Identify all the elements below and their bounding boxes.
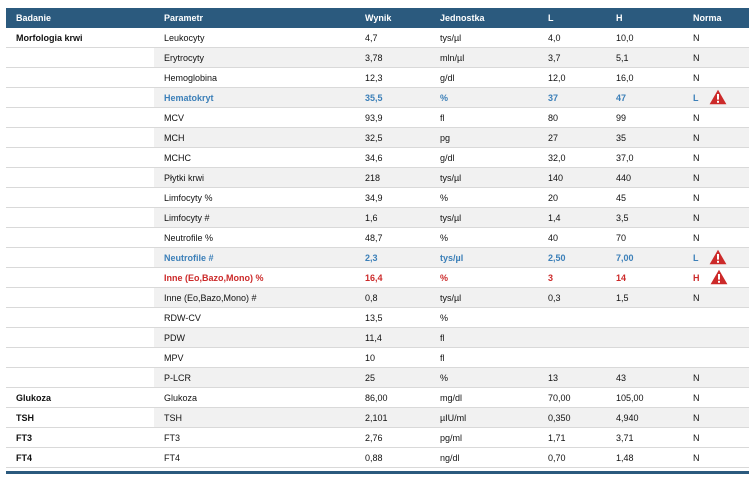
cell-norm-flag: N bbox=[683, 288, 749, 308]
cell-high-limit: 3,71 bbox=[606, 428, 683, 448]
cell-parameter: PDW bbox=[154, 328, 355, 348]
cell-unit: % bbox=[430, 188, 538, 208]
warning-icon bbox=[710, 269, 728, 287]
cell-result: 16,4 bbox=[355, 268, 430, 288]
cell-parameter: Neutrofile # bbox=[154, 248, 355, 268]
cell-test bbox=[6, 208, 154, 228]
cell-parameter: Inne (Eo,Bazo,Mono) % bbox=[154, 268, 355, 288]
cell-high-limit: 4,940 bbox=[606, 408, 683, 428]
cell-result: 2,101 bbox=[355, 408, 430, 428]
cell-result: 1,6 bbox=[355, 208, 430, 228]
cell-test bbox=[6, 68, 154, 88]
cell-low-limit bbox=[538, 348, 606, 368]
cell-parameter: Hemoglobina bbox=[154, 68, 355, 88]
cell-unit: % bbox=[430, 368, 538, 388]
cell-parameter: MCV bbox=[154, 108, 355, 128]
cell-parameter: Płytki krwi bbox=[154, 168, 355, 188]
cell-low-limit: 40 bbox=[538, 228, 606, 248]
cell-low-limit: 0,70 bbox=[538, 448, 606, 468]
cell-high-limit: 47 bbox=[606, 88, 683, 108]
cell-low-limit: 140 bbox=[538, 168, 606, 188]
cell-norm-flag: N bbox=[683, 368, 749, 388]
cell-result: 48,7 bbox=[355, 228, 430, 248]
cell-norm-flag: N bbox=[683, 408, 749, 428]
cell-unit: tys/µl bbox=[430, 208, 538, 228]
cell-test bbox=[6, 348, 154, 368]
cell-result: 34,9 bbox=[355, 188, 430, 208]
cell-test: FT4 bbox=[6, 448, 154, 468]
cell-test bbox=[6, 168, 154, 188]
cell-unit: % bbox=[430, 268, 538, 288]
cell-parameter: Leukocyty bbox=[154, 28, 355, 48]
table-header-row bbox=[6, 8, 749, 28]
cell-high-limit: 43 bbox=[606, 368, 683, 388]
cell-low-limit: 27 bbox=[538, 128, 606, 148]
cell-result: 0,88 bbox=[355, 448, 430, 468]
cell-norm-flag: N bbox=[683, 188, 749, 208]
cell-low-limit bbox=[538, 328, 606, 348]
cell-test bbox=[6, 88, 154, 108]
cell-unit: fl bbox=[430, 328, 538, 348]
table-row bbox=[6, 208, 749, 228]
cell-parameter: Glukoza bbox=[154, 388, 355, 408]
cell-norm-flag: N bbox=[683, 48, 749, 68]
cell-parameter: TSH bbox=[154, 408, 355, 428]
cell-result: 2,3 bbox=[355, 248, 430, 268]
cell-unit: % bbox=[430, 308, 538, 328]
cell-high-limit: 1,5 bbox=[606, 288, 683, 308]
cell-high-limit: 7,00 bbox=[606, 248, 683, 268]
cell-parameter: RDW-CV bbox=[154, 308, 355, 328]
cell-low-limit: 12,0 bbox=[538, 68, 606, 88]
norm-flag-text: L bbox=[693, 252, 699, 263]
cell-low-limit: 2,50 bbox=[538, 248, 606, 268]
results-table-container bbox=[6, 8, 749, 468]
cell-low-limit: 0,3 bbox=[538, 288, 606, 308]
table-row bbox=[6, 428, 749, 448]
cell-low-limit: 4,0 bbox=[538, 28, 606, 48]
cell-high-limit bbox=[606, 308, 683, 328]
table-row bbox=[6, 228, 749, 248]
table-bottom-rule bbox=[6, 471, 749, 474]
cell-test bbox=[6, 128, 154, 148]
cell-high-limit: 5,1 bbox=[606, 48, 683, 68]
cell-low-limit: 1,71 bbox=[538, 428, 606, 448]
cell-unit: pg bbox=[430, 128, 538, 148]
cell-unit: % bbox=[430, 88, 538, 108]
cell-norm-flag bbox=[683, 308, 749, 328]
cell-unit: % bbox=[430, 228, 538, 248]
cell-test bbox=[6, 188, 154, 208]
table-row bbox=[6, 108, 749, 128]
cell-high-limit: 70 bbox=[606, 228, 683, 248]
table-row bbox=[6, 88, 749, 108]
cell-unit: tys/µl bbox=[430, 248, 538, 268]
cell-low-limit: 13 bbox=[538, 368, 606, 388]
col-header-h[interactable]: H bbox=[606, 8, 683, 28]
cell-norm-flag: N bbox=[683, 148, 749, 168]
table-row bbox=[6, 368, 749, 388]
cell-high-limit: 1,48 bbox=[606, 448, 683, 468]
cell-result: 86,00 bbox=[355, 388, 430, 408]
cell-result: 93,9 bbox=[355, 108, 430, 128]
cell-high-limit: 14 bbox=[606, 268, 683, 288]
cell-result: 35,5 bbox=[355, 88, 430, 108]
cell-low-limit: 3,7 bbox=[538, 48, 606, 68]
cell-norm-flag: N bbox=[683, 428, 749, 448]
cell-high-limit: 3,5 bbox=[606, 208, 683, 228]
cell-low-limit bbox=[538, 308, 606, 328]
cell-parameter: Hematokryt bbox=[154, 88, 355, 108]
col-header-l[interactable]: L bbox=[538, 8, 606, 28]
cell-low-limit: 80 bbox=[538, 108, 606, 128]
cell-norm-flag bbox=[683, 268, 749, 288]
cell-result: 4,7 bbox=[355, 28, 430, 48]
cell-low-limit: 32,0 bbox=[538, 148, 606, 168]
cell-parameter: Inne (Eo,Bazo,Mono) # bbox=[154, 288, 355, 308]
cell-parameter: MCH bbox=[154, 128, 355, 148]
cell-norm-flag: N bbox=[683, 228, 749, 248]
cell-high-limit: 16,0 bbox=[606, 68, 683, 88]
table-row bbox=[6, 388, 749, 408]
col-header-wynik[interactable]: Wynik bbox=[355, 8, 430, 28]
table-row bbox=[6, 68, 749, 88]
norm-flag-text: H bbox=[693, 272, 700, 283]
cell-parameter: Neutrofile % bbox=[154, 228, 355, 248]
cell-low-limit: 37 bbox=[538, 88, 606, 108]
cell-result: 2,76 bbox=[355, 428, 430, 448]
cell-unit: g/dl bbox=[430, 148, 538, 168]
cell-unit: tys/µl bbox=[430, 168, 538, 188]
table-row bbox=[6, 328, 749, 348]
cell-result: 10 bbox=[355, 348, 430, 368]
cell-result: 12,3 bbox=[355, 68, 430, 88]
cell-parameter: Erytrocyty bbox=[154, 48, 355, 68]
table-row bbox=[6, 188, 749, 208]
cell-test: TSH bbox=[6, 408, 154, 428]
cell-test bbox=[6, 108, 154, 128]
cell-parameter: Limfocyty # bbox=[154, 208, 355, 228]
cell-norm-flag: N bbox=[683, 28, 749, 48]
cell-test bbox=[6, 48, 154, 68]
cell-norm-flag bbox=[683, 88, 749, 108]
lab-results-table bbox=[6, 8, 749, 468]
cell-norm-flag bbox=[683, 348, 749, 368]
col-header-parametr[interactable]: Parametr bbox=[154, 8, 355, 28]
cell-test: Glukoza bbox=[6, 388, 154, 408]
table-row bbox=[6, 168, 749, 188]
table-row bbox=[6, 148, 749, 168]
cell-norm-flag: N bbox=[683, 448, 749, 468]
cell-low-limit: 0,350 bbox=[538, 408, 606, 428]
cell-high-limit bbox=[606, 328, 683, 348]
cell-test bbox=[6, 328, 154, 348]
cell-high-limit: 35 bbox=[606, 128, 683, 148]
cell-parameter: MCHC bbox=[154, 148, 355, 168]
cell-test bbox=[6, 308, 154, 328]
cell-high-limit: 105,00 bbox=[606, 388, 683, 408]
cell-unit: pg/ml bbox=[430, 428, 538, 448]
cell-norm-flag: N bbox=[683, 108, 749, 128]
cell-test bbox=[6, 248, 154, 268]
col-header-norma[interactable]: Norma bbox=[683, 8, 749, 28]
cell-result: 34,6 bbox=[355, 148, 430, 168]
warning-icon bbox=[709, 249, 727, 267]
table-row bbox=[6, 348, 749, 368]
cell-test: FT3 bbox=[6, 428, 154, 448]
cell-high-limit bbox=[606, 348, 683, 368]
cell-result: 0,8 bbox=[355, 288, 430, 308]
cell-unit: mg/dl bbox=[430, 388, 538, 408]
table-row bbox=[6, 48, 749, 68]
cell-unit: µIU/ml bbox=[430, 408, 538, 428]
cell-test bbox=[6, 148, 154, 168]
col-header-jednostka[interactable]: Jednostka bbox=[430, 8, 538, 28]
cell-norm-flag: N bbox=[683, 208, 749, 228]
cell-high-limit: 99 bbox=[606, 108, 683, 128]
col-header-badanie[interactable]: Badanie bbox=[6, 8, 154, 28]
cell-parameter: FT4 bbox=[154, 448, 355, 468]
table-row bbox=[6, 248, 749, 268]
cell-result: 11,4 bbox=[355, 328, 430, 348]
cell-unit: fl bbox=[430, 348, 538, 368]
cell-parameter: Limfocyty % bbox=[154, 188, 355, 208]
cell-test bbox=[6, 268, 154, 288]
cell-unit: tys/µl bbox=[430, 28, 538, 48]
table-row bbox=[6, 268, 749, 288]
cell-result: 3,78 bbox=[355, 48, 430, 68]
cell-norm-flag: N bbox=[683, 68, 749, 88]
table-row bbox=[6, 448, 749, 468]
cell-unit: g/dl bbox=[430, 68, 538, 88]
warning-icon bbox=[709, 89, 727, 107]
cell-low-limit: 20 bbox=[538, 188, 606, 208]
cell-norm-flag: N bbox=[683, 128, 749, 148]
table-row bbox=[6, 308, 749, 328]
cell-norm-flag bbox=[683, 248, 749, 268]
cell-unit: fl bbox=[430, 108, 538, 128]
table-row bbox=[6, 128, 749, 148]
cell-test bbox=[6, 288, 154, 308]
cell-parameter: FT3 bbox=[154, 428, 355, 448]
cell-test bbox=[6, 368, 154, 388]
cell-low-limit: 70,00 bbox=[538, 388, 606, 408]
cell-result: 218 bbox=[355, 168, 430, 188]
cell-result: 13,5 bbox=[355, 308, 430, 328]
table-row bbox=[6, 408, 749, 428]
cell-high-limit: 45 bbox=[606, 188, 683, 208]
cell-test: Morfologia krwi bbox=[6, 28, 154, 48]
cell-parameter: P-LCR bbox=[154, 368, 355, 388]
cell-parameter: MPV bbox=[154, 348, 355, 368]
cell-low-limit: 1,4 bbox=[538, 208, 606, 228]
cell-high-limit: 440 bbox=[606, 168, 683, 188]
cell-high-limit: 37,0 bbox=[606, 148, 683, 168]
cell-unit: mln/µl bbox=[430, 48, 538, 68]
cell-low-limit: 3 bbox=[538, 268, 606, 288]
cell-result: 25 bbox=[355, 368, 430, 388]
norm-flag-text: L bbox=[693, 92, 699, 103]
table-row bbox=[6, 28, 749, 48]
cell-unit: tys/µl bbox=[430, 288, 538, 308]
cell-norm-flag bbox=[683, 328, 749, 348]
cell-test bbox=[6, 228, 154, 248]
cell-norm-flag: N bbox=[683, 388, 749, 408]
cell-unit: ng/dl bbox=[430, 448, 538, 468]
cell-norm-flag: N bbox=[683, 168, 749, 188]
table-row bbox=[6, 288, 749, 308]
cell-high-limit: 10,0 bbox=[606, 28, 683, 48]
cell-result: 32,5 bbox=[355, 128, 430, 148]
